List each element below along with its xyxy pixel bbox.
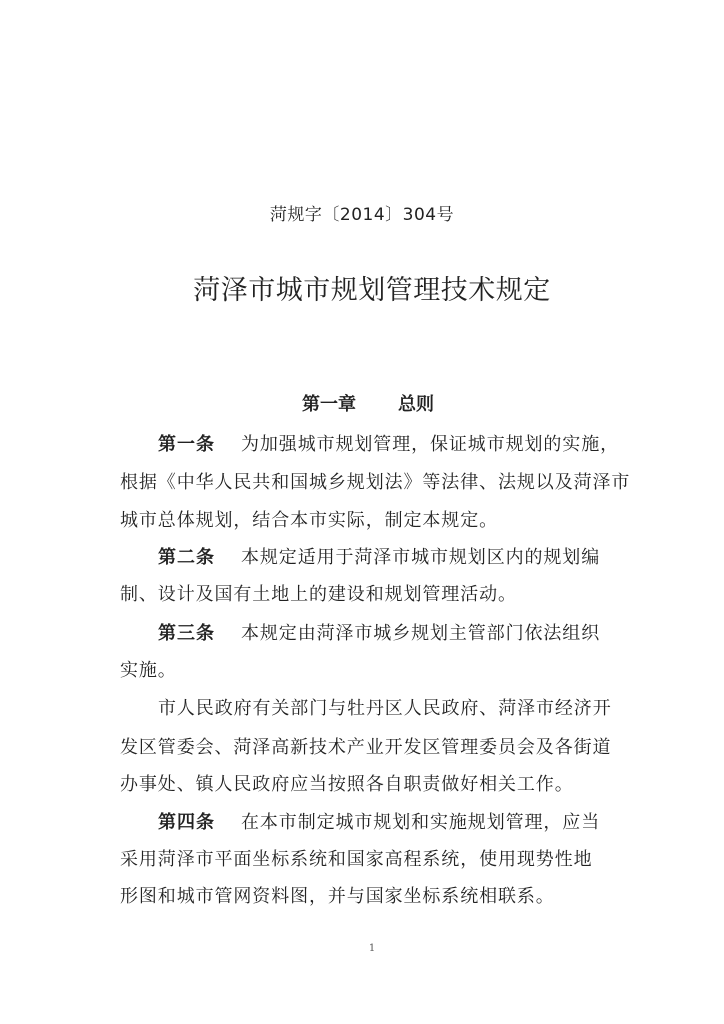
- article-1-line-2: 根据《中华人民共和国城乡规划法》等法律、法规以及菏泽市: [120, 472, 631, 493]
- article-4-line-2: 采用菏泽市平面坐标系统和国家高程系统，使用现势性地: [120, 849, 593, 870]
- article-3-text: 本规定由菏泽市城乡规划主管部门依法组织: [241, 623, 601, 644]
- article-2-number: 第二条: [158, 547, 215, 568]
- document-title: 菏泽市城市规划管理技术规定: [193, 275, 551, 306]
- article-3-para2-line-1: 市人民政府有关部门与牡丹区人民政府、菏泽市经济开: [158, 698, 612, 719]
- article-2-line-2: 制、设计及国有土地上的建设和规划管理活动。: [120, 584, 517, 605]
- article-2-line-1: [158, 543, 600, 569]
- document-number: 菏规字〔2014〕304号: [269, 205, 455, 225]
- chapter-heading: [302, 390, 434, 416]
- article-3-line-2: 实施。: [120, 660, 177, 681]
- article-1-number: 第一条: [158, 434, 215, 455]
- article-3-number: 第三条: [158, 623, 215, 644]
- page-number: 1: [368, 943, 376, 954]
- article-4-text: 在本市制定城市规划和实施规划管理，应当: [241, 812, 601, 833]
- article-4-line-1: [158, 808, 600, 834]
- article-1-text: 为加强城市规划管理，保证城市规划的实施，: [241, 434, 619, 455]
- chapter-name: 总则: [398, 394, 434, 415]
- article-1-line-1: [158, 430, 619, 456]
- chapter-number: 第一章: [302, 394, 356, 415]
- article-4-line-3: 形图和城市管网资料图，并与国家坐标系统相联系。: [120, 886, 555, 907]
- article-3-para2-line-2: 发区管委会、菏泽高新技术产业开发区管理委员会及各街道: [120, 737, 612, 758]
- article-4-number: 第四条: [158, 812, 215, 833]
- article-2-text: 本规定适用于菏泽市城市规划区内的规划编: [241, 547, 601, 568]
- article-1-line-3: 城市总体规划，结合本市实际，制定本规定。: [120, 510, 498, 531]
- article-3-para2-line-3: 办事处、镇人民政府应当按照各自职责做好相关工作。: [120, 774, 574, 795]
- article-3-line-1: [158, 619, 600, 645]
